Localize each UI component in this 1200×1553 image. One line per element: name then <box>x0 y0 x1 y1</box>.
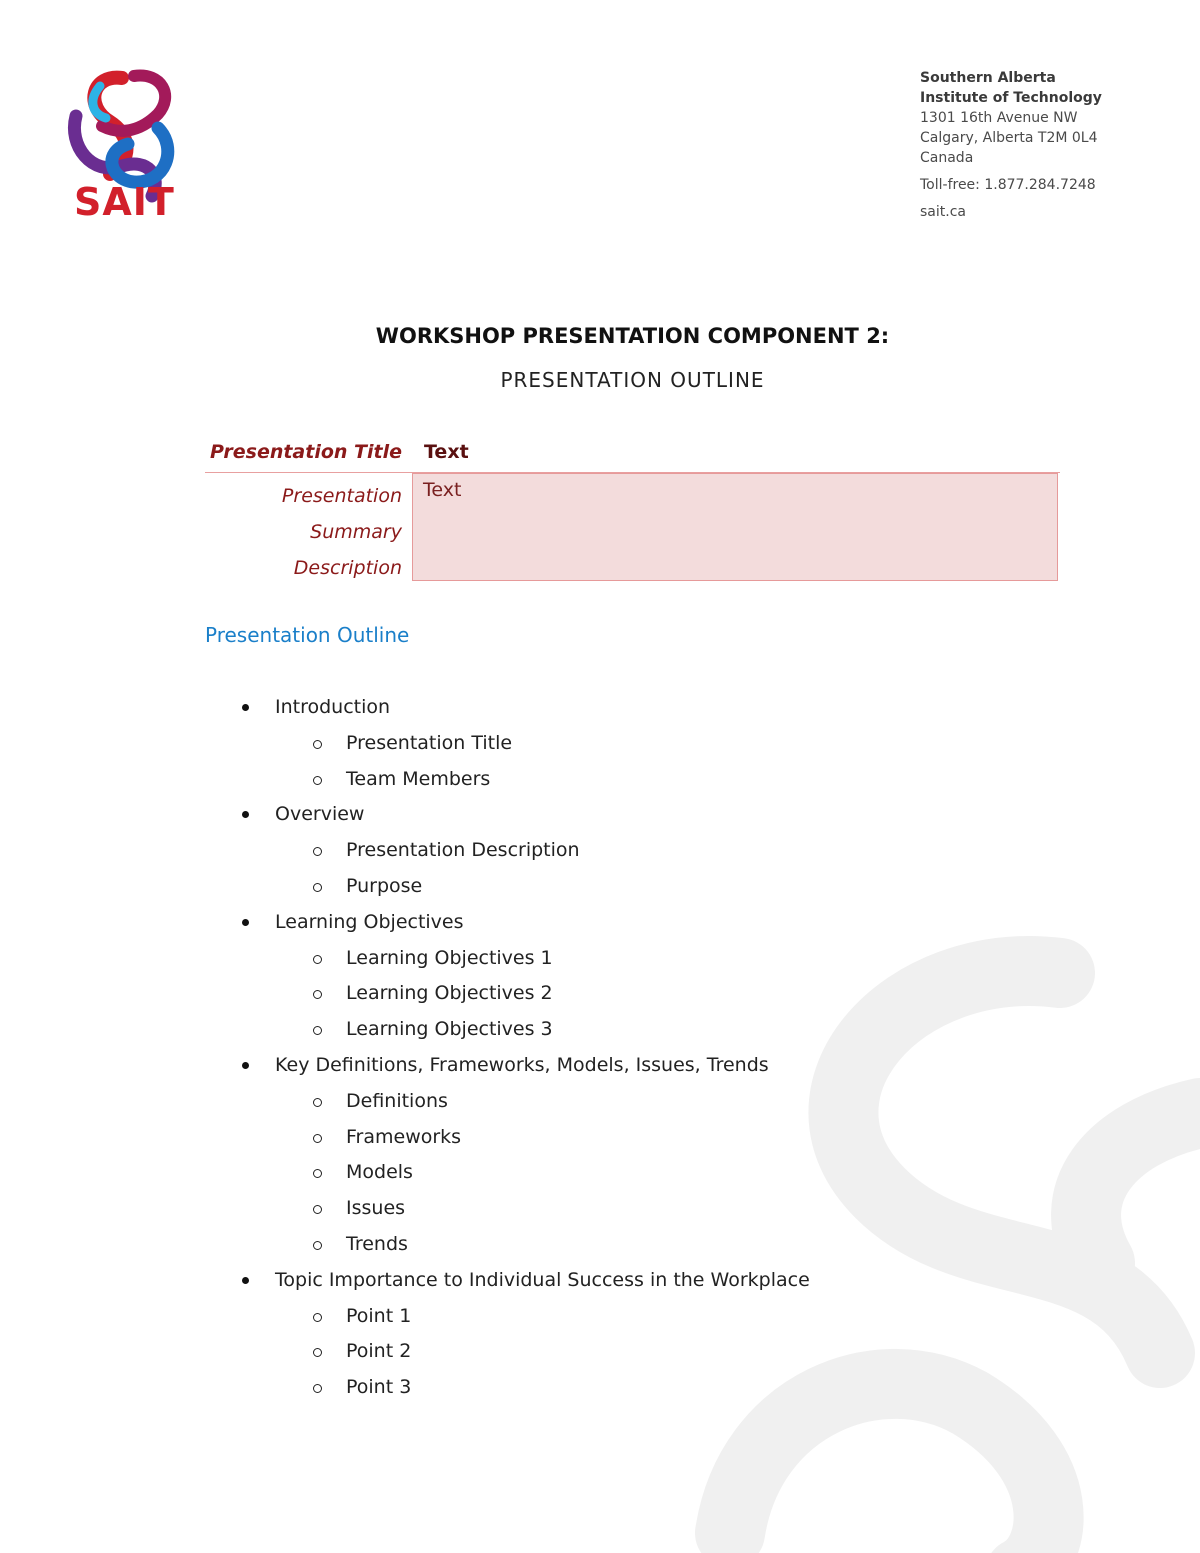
outline-sub-item: Definitions <box>346 1089 448 1112</box>
outline-sub-item: Presentation Title <box>346 731 513 754</box>
outline-sub-item: Purpose <box>346 875 423 897</box>
outline-sub-bullet <box>313 847 322 856</box>
sait-watermark-graphic <box>640 933 1200 1553</box>
address-line-3: 1301 16th Avenue NW <box>920 110 1078 126</box>
summary-description-text: Text <box>423 479 462 501</box>
website-link[interactable]: sait.ca <box>920 204 966 220</box>
outline-sub-item: Learning Objectives 2 <box>346 982 553 1005</box>
address-line-1: Southern Alberta <box>920 70 1056 86</box>
outline-sub-item: Team Members <box>346 767 491 790</box>
logo-wordmark: SAIT <box>74 180 175 224</box>
outline-sub-bullet <box>313 1384 322 1393</box>
outline-sub-bullet <box>313 883 322 892</box>
outline-sub-item: Models <box>346 1161 413 1184</box>
outline-sub-bullet <box>313 740 322 749</box>
summary-description-field[interactable] <box>412 473 1058 581</box>
outline-sub-item: Point 3 <box>346 1376 412 1399</box>
outline-sub-bullet <box>313 1098 322 1107</box>
document-title: WORKSHOP PRESENTATION COMPONENT 2: <box>375 324 890 348</box>
summary-label-line-1: Presentation <box>281 485 402 507</box>
outline-item: Learning Objectives <box>275 910 464 933</box>
outline-sub-item: Frameworks <box>346 1125 462 1148</box>
outline-sub-bullet <box>313 990 322 999</box>
outline-sub-item: Learning Objectives 1 <box>346 946 553 969</box>
outline-sub-bullet <box>313 1241 322 1250</box>
outline-heading: Presentation Outline <box>205 623 410 647</box>
outline-bullet <box>242 704 249 711</box>
presentation-title-field[interactable]: Text <box>424 441 469 463</box>
outline-item: Topic Importance to Individual Success in the Workplace <box>275 1268 810 1291</box>
outline-sub-item: Point 2 <box>346 1340 412 1363</box>
outline-item: Key Definitions, Frameworks, Models, Issues, Trends <box>275 1054 769 1076</box>
outline-sub-bullet <box>313 776 322 785</box>
summary-label-line-2: Summary <box>310 521 402 543</box>
outline-sub-bullet <box>313 1205 322 1214</box>
outline-item: Introduction <box>275 696 391 718</box>
outline-sub-item: Presentation Description <box>346 839 580 862</box>
outline-sub-bullet <box>313 1134 322 1143</box>
outline-sub-item: Issues <box>346 1197 406 1220</box>
outline-sub-bullet <box>313 1313 322 1322</box>
outline-sub-bullet <box>313 955 322 964</box>
address-line-2: Institute of Technology <box>920 90 1102 106</box>
summary-description-label <box>202 478 402 586</box>
outline-sub-bullet <box>313 1169 322 1178</box>
outline-bullet <box>242 1062 249 1069</box>
address-line-5: Canada <box>920 150 974 166</box>
institution-address <box>920 68 1102 222</box>
outline-item: Overview <box>275 803 365 826</box>
outline-bullet <box>242 1277 249 1284</box>
toll-free-number: Toll-free: 1.877.284.7248 <box>920 177 1096 193</box>
outline-bullet <box>242 811 249 818</box>
document-subtitle: PRESENTATION OUTLINE <box>500 368 765 392</box>
outline-sub-bullet <box>313 1348 322 1357</box>
outline-sub-bullet <box>313 1026 322 1035</box>
outline-bullet <box>242 919 249 926</box>
presentation-title-label: Presentation Title <box>210 441 402 463</box>
summary-label-line-3: Description <box>293 557 402 579</box>
outline-sub-item: Point 1 <box>346 1304 412 1327</box>
address-line-4: Calgary, Alberta T2M 0L4 <box>920 130 1098 146</box>
outline-sub-item: Trends <box>346 1233 408 1255</box>
outline-sub-item: Learning Objectives 3 <box>346 1018 553 1041</box>
